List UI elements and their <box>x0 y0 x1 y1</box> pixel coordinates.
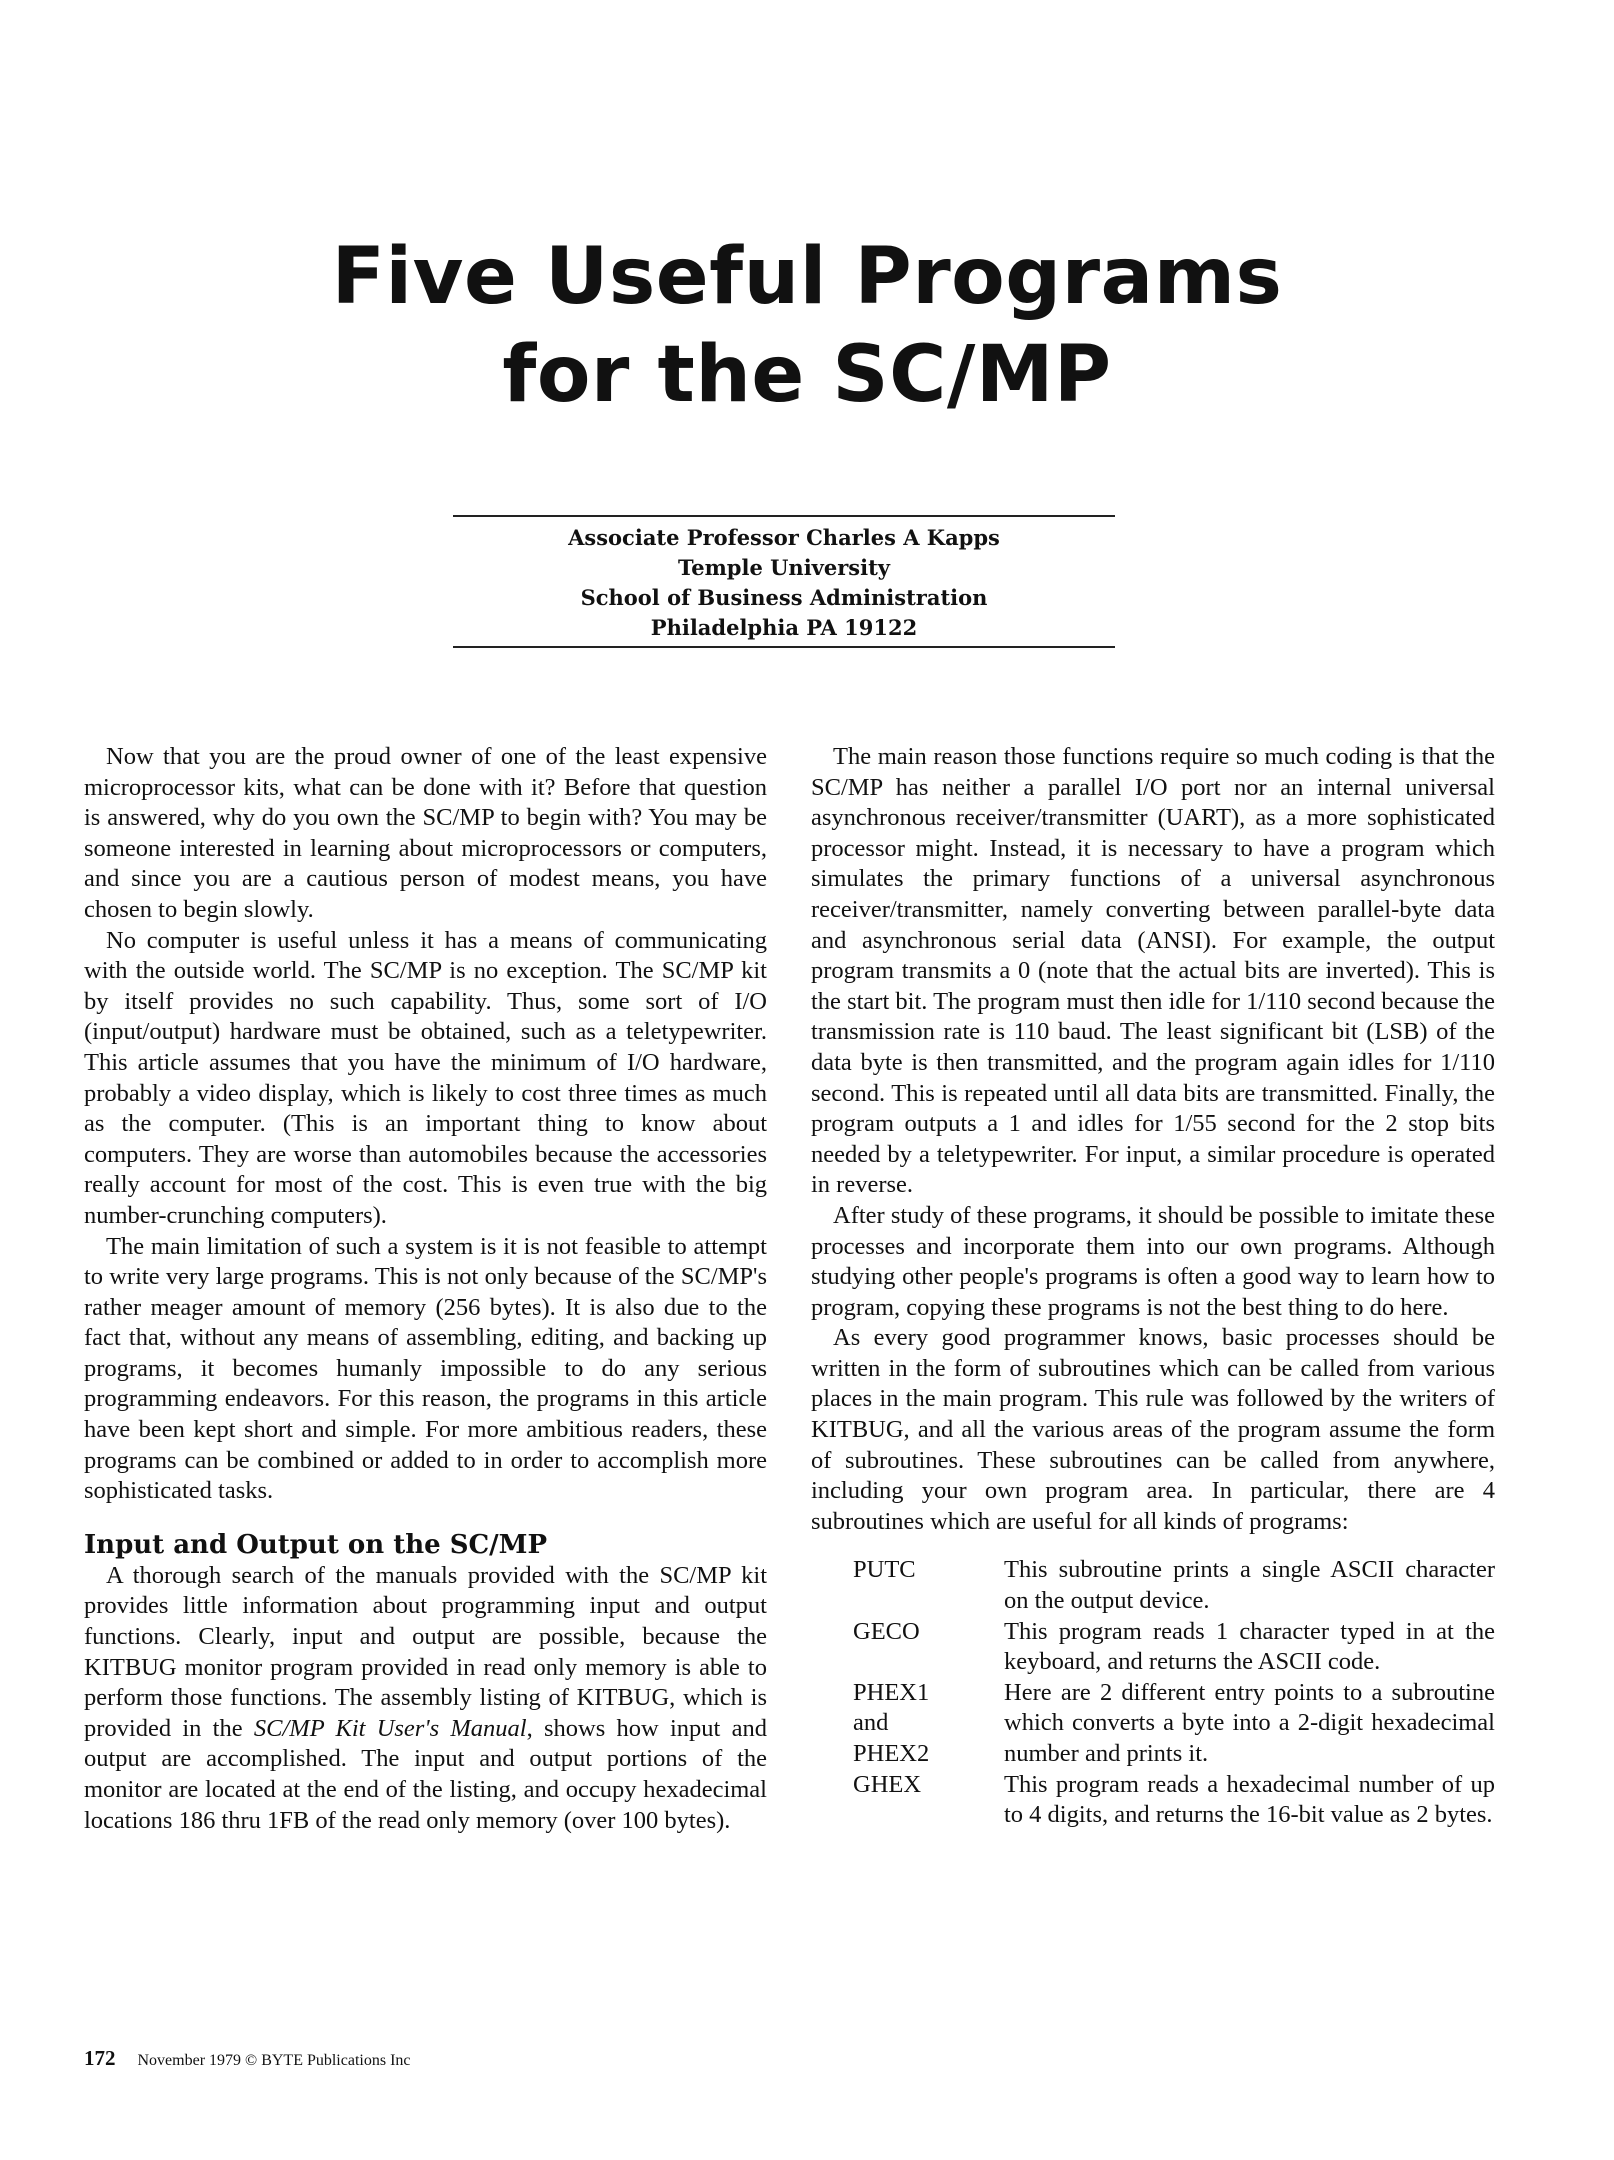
publication-line: November 1979 © BYTE Publications Inc <box>137 2052 411 2069</box>
author-name: Associate Professor Charles A Kapps <box>568 525 1000 550</box>
manual-title: SC/MP Kit User's Manual <box>253 1714 527 1742</box>
page-footer <box>84 2047 411 2072</box>
paragraph-text: A thorough search of the manuals provided with the SC/MP kit provides little information about programming input and output functions. Clearly, input and output are possible, because the KITBUG monitor program provided in read only memory is able to perform those functions. The assembly listing of KITBUG, which is provided in the <box>84 1561 767 1742</box>
subroutine-description: This program reads 1 character typed in at the keyboard, and returns the ASCII code. <box>1004 1617 1495 1676</box>
byline <box>453 523 1115 643</box>
paragraph: The main reason those functions require so much coding is that the SC/MP has neither a parallel I/O port nor an internal universal asynchronous receiver/transmitter (UART), as a more sophisticated processor might. Instead, it is necessary to have a program which simulates the primary functions of a universal asynchronous receiver/transmitter, namely converting between parallel-byte data and asynchronous serial data (ANSI). For example, the output program transmits a 0 (note that the actual bits are inverted). This is the start bit. The program must then idle for 1/110 second because the transmission rate is 110 baud. The least significant bit (LSB) of the data byte is then transmitted, and the program again idles for 1/110 second. This is repeated until all data bits are transmitted. Finally, the program outputs a 1 and idles for 1/55 second for the 2 stop bits needed by a teletypewriter. For input, a similar procedure is operated in reverse. <box>811 743 1495 1199</box>
subroutine-name: GECO <box>853 1617 920 1645</box>
subroutine-description: This subroutine prints a single ASCII character on the output device. <box>1004 1556 1495 1615</box>
paragraph: After study of these programs, it should be possible to imitate these processes and incorporate them into our own programs. Although studying other people's programs is often a good way to learn how to program, copying these programs is not the best thing to do here. <box>811 1201 1495 1321</box>
author-university: Temple University <box>677 555 891 580</box>
author-address: Philadelphia PA 19122 <box>650 615 918 640</box>
byline-bottom-rule <box>453 646 1115 648</box>
paragraph: As every good programmer knows, basic processes should be written in the form of subroutines which can be called from various places in the main program. This rule was followed by the writers of KITBUG, and all the various areas of the program assume the form of subroutines. These subroutines can be called from anywhere, including your own program area. In particular, there are 4 subroutines which are useful for all kinds of programs: <box>811 1324 1495 1535</box>
paragraph <box>84 1561 767 1836</box>
page-number: 172 <box>84 2046 116 2070</box>
subroutine-item <box>811 1555 1495 1616</box>
subroutine-name: GHEX <box>853 1770 922 1798</box>
subroutine-item <box>811 1770 1495 1831</box>
paragraph: Now that you are the proud owner of one of the least expensive microprocessor kits, what can be done with it? Before that question is answered, why do you own the SC/MP to begin with? You may be someone interested in learning about microprocessors or computers, and since you are a cautious person of modest means, you have chosen to begin slowly. <box>84 743 767 923</box>
byline-top-rule <box>453 515 1115 517</box>
title-line-1: Five Useful Programs <box>331 232 1283 322</box>
paragraph: The main limitation of such a system is it is not feasible to attempt to write very large programs. This is not only because of the SC/MP's rather meager amount of memory (256 bytes). It is also due to the fact that, without any means of assembling, editing, and backing up programs, it becomes humanly impossible to do any serious programming endeavors. For this reason, the programs in this article have been kept short and simple. For more ambitious readers, these programs can be combined or added to in order to accomplish more sophisticated tasks. <box>84 1232 767 1505</box>
subroutine-description: Here are 2 different entry points to a subroutine which converts a byte into a 2-digit hexadecimal number and prints it. <box>1004 1678 1495 1767</box>
subroutine-item <box>811 1678 1495 1770</box>
subroutine-description: This program reads a hexadecimal number of up to 4 digits, and returns the 16-bit value as 2 bytes. <box>1004 1770 1495 1829</box>
article-title <box>0 228 1614 424</box>
right-column <box>811 742 1495 1831</box>
title-line-2: for the SC/MP <box>502 330 1112 420</box>
subroutine-item <box>811 1617 1495 1678</box>
paragraph-text: , shows how input and output are accomplished. The input and output portions of the monitor are located at the end of the listing, and occupy hexadecimal locations 186 thru 1FB of the read only memory (over 100 bytes). <box>84 1714 767 1834</box>
paragraph: No computer is useful unless it has a means of communicating with the outside world. The SC/MP is no exception. The SC/MP kit by itself provides no such capability. Thus, some sort of I/O (input/output) hardware must be obtained, such as a teletypewriter. This article assumes that you have the minimum of I/O hardware, probably a video display, which is likely to cost three times as much as the computer. (This is an important thing to know about computers. They are worse than automobiles because the accessories really account for most of the cost. This is even true with the big number-crunching computers). <box>84 926 767 1229</box>
left-column <box>84 742 767 1836</box>
subroutine-list <box>811 1555 1495 1830</box>
section-heading: Input and Output on the SC/MP <box>84 1529 547 1560</box>
subroutine-name: PUTC <box>853 1556 916 1584</box>
subroutine-name: PHEX1 and PHEX2 <box>853 1678 930 1767</box>
author-school: School of Business Administration <box>580 585 988 610</box>
